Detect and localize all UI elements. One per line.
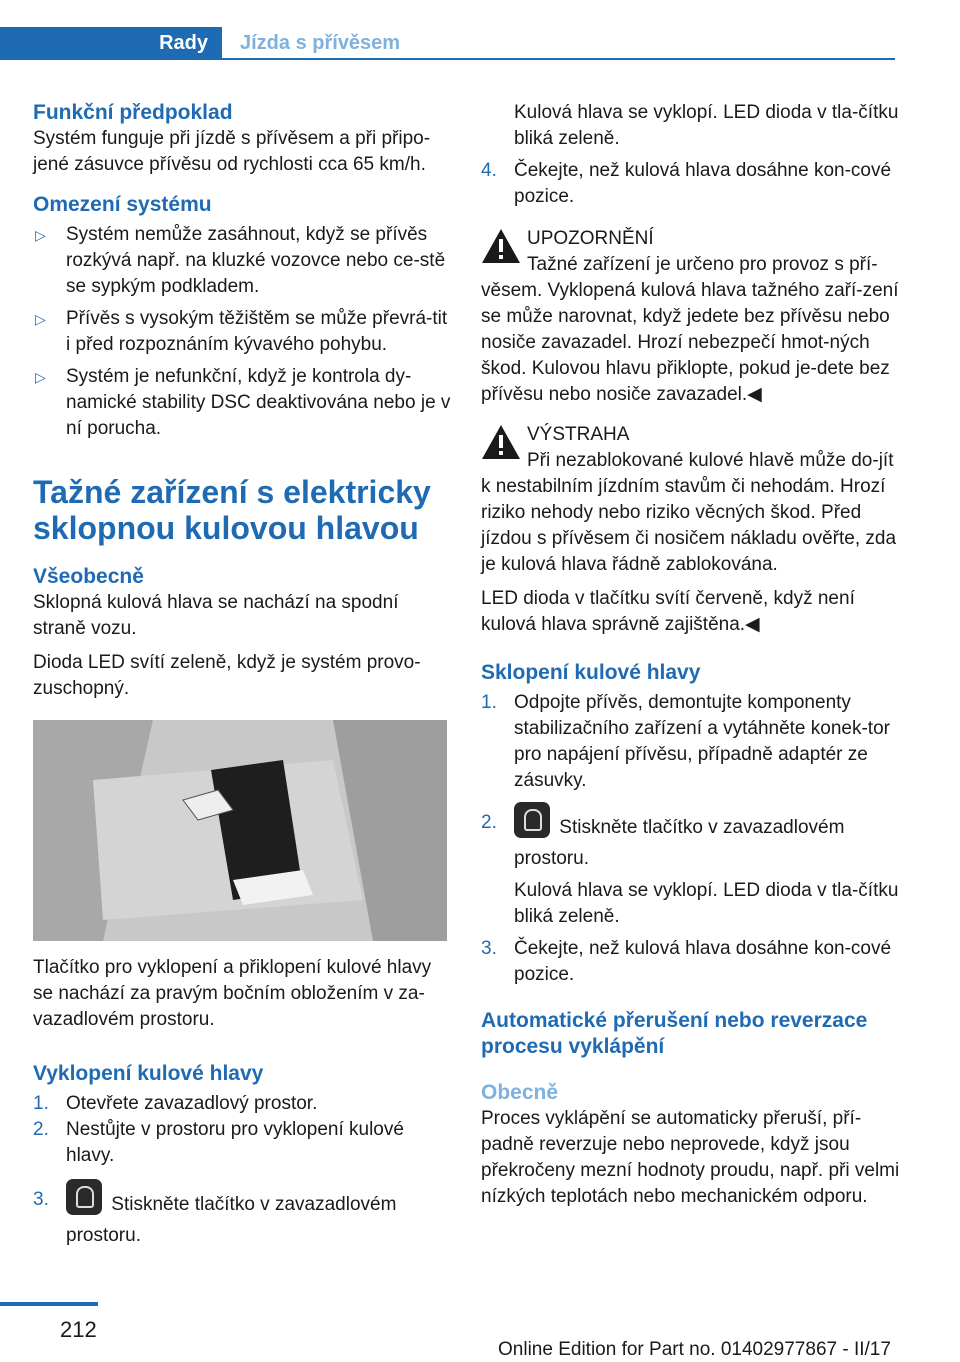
list-item: 2. Nestůjte v prostoru pro vyklopení kulové hlavy. bbox=[33, 1119, 404, 1166]
para-vyklopi-2: Kulová hlava se vyklopí. LED dioda v tla-čítku bliká zeleně. bbox=[514, 880, 899, 927]
list-item: 3. Stiskněte tlačítko v zavazadlovém prostoru. bbox=[33, 1187, 453, 1249]
tow-hitch-button-icon bbox=[66, 1179, 102, 1215]
heading-automaticke: Automatické přerušení nebo reverzace procesu vyklápění bbox=[481, 1009, 868, 1058]
section-title: Tažné zařízení s elektricky sklopnou kulovou hlavou bbox=[33, 474, 431, 546]
warnings bbox=[481, 226, 901, 1210]
list-item: 3. Čekejte, než kulová hlava dosáhne kon-cové pozice. bbox=[481, 938, 892, 985]
list-item: 4. Čekejte, než kulová hlava dosáhne kon-cové pozice. bbox=[481, 160, 892, 207]
triangle-bullet-icon: ▷ bbox=[35, 311, 46, 327]
warning-text: Tažné zařízení je určeno pro provoz s pří-věsem. Vyklopená kulová hlava tažného zaří-zení se může narovnat, když jedete bez přívěsu nebo nosiče zavazadel. Hrozí nebezpečí hmot-ných škod. Kulovou hlavu přiklopte, pokud je-dete bez přívěsu nebo nosiče zavazadel.◀ bbox=[481, 254, 899, 405]
para-vyklopi: Kulová hlava se vyklopí. LED dioda v tla-čítku bliká zeleně. bbox=[514, 102, 899, 149]
warning-title: VÝSTRAHA bbox=[527, 424, 630, 445]
heading-vyklopeni: Vyklopení kulové hlavy bbox=[33, 1062, 264, 1085]
triangle-bullet-icon: ▷ bbox=[35, 227, 46, 243]
tow-hitch-button-icon bbox=[514, 802, 550, 838]
para-led: LED dioda v tlačítku svítí červeně, když není kulová hlava správně zajištěna.◀ bbox=[481, 588, 855, 635]
heading-obecne: Obecně bbox=[481, 1081, 559, 1104]
tab-jizda-s-privesem[interactable]: Jízda s přívěsem bbox=[222, 27, 895, 60]
list-item: ▷ Přívěs s vysokým těžištěm se může převrá-tit i před rozpoznáním kývavého pohybu. bbox=[35, 308, 448, 355]
warning-triangle-icon bbox=[481, 228, 521, 264]
trunk-illustration bbox=[33, 720, 447, 941]
warning-block bbox=[481, 422, 901, 578]
warning-block bbox=[481, 226, 901, 408]
para-funkcni: Systém funguje při jízdě s přívěsem a při připo-jené zásuvce přívěsu od rychlosti cca 65 km/h. bbox=[33, 128, 431, 175]
footer-rule bbox=[0, 1302, 98, 1306]
heading-funkcni: Funkční předpoklad bbox=[33, 101, 233, 124]
header bbox=[0, 27, 895, 60]
photo-caption: Tlačítko pro vyklopení a přiklopení kulové hlavy se nachází za pravým bočním obložením v za-vazadlovém prostoru. bbox=[33, 957, 432, 1030]
warning-title: UPOZORNĚNÍ bbox=[527, 228, 654, 249]
page-number: 212 bbox=[60, 1317, 97, 1342]
list-item: 1. Otevřete zavazadlový prostor. bbox=[33, 1093, 318, 1114]
triangle-bullet-icon: ▷ bbox=[35, 369, 46, 385]
tab-rady[interactable]: Rady bbox=[0, 27, 222, 60]
warning-text: Při nezablokované kulové hlavě může do-jít k nestabilním jízdním stavům či nehodám. Hrozí riziko nehody nebo riziko věcných škod. Před jízdou s přívěsem či nosičem nákladu ověřte, zda je kulová hlava řádně zablokována. bbox=[481, 450, 897, 575]
list-item: ▷ Systém nemůže zasáhnout, když se přívěs rozkývá např. na kluzké vozovce nebo ce-stě se sypkým podkladem. bbox=[35, 224, 446, 297]
list-item: 1. Odpojte přívěs, demontujte komponenty stabilizačního zařízení a vytáhněte konek-tor pro napájení přívěsu, případně adaptér ze zásuvky. bbox=[481, 692, 890, 791]
left-column bbox=[33, 100, 453, 1249]
heading-omezeni: Omezení systému bbox=[33, 193, 212, 216]
heading-sklopeni: Sklopení kulové hlavy bbox=[481, 661, 701, 684]
list-item: ▷ Systém je nefunkční, když je kontrola dy-namické stability DSC deaktivována nebo je v ní porucha. bbox=[35, 366, 451, 439]
para-vseobecne-1: Sklopná kulová hlava se nachází na spodní straně vozu. bbox=[33, 592, 399, 639]
list-item: 2. Stiskněte tlačítko v zavazadlovém prostoru. bbox=[481, 810, 901, 872]
para-obecne: Proces vyklápění se automaticky přeruší, pří-padně reverzuje nebo neprovede, když jsou překročeny mezní hodnoty proudu, např. při velmi nízkých teplotách nebo mechanickém odporu. bbox=[481, 1108, 900, 1207]
right-column bbox=[481, 100, 899, 224]
warning-triangle-icon bbox=[481, 424, 521, 460]
edition-text: Online Edition for Part no. 01402977867 - II/17 bbox=[498, 1339, 891, 1360]
trunk-photo bbox=[33, 720, 447, 941]
heading-vseobecne: Všeobecně bbox=[33, 565, 144, 588]
para-vseobecne-2: Dioda LED svítí zeleně, když je systém provo-zuschopný. bbox=[33, 652, 421, 699]
